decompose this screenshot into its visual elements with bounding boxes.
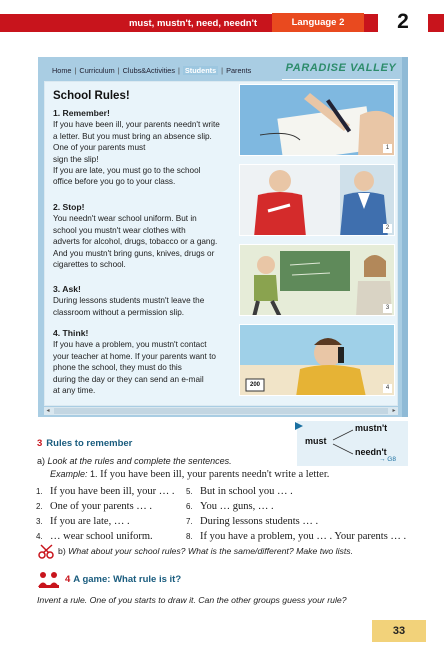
rule-line: If you have a problem, you mustn't contact	[53, 340, 207, 350]
rule-line: classroom without a permission slip.	[53, 307, 185, 317]
list-item	[186, 515, 318, 529]
rule-title: 4. Think!	[53, 328, 89, 338]
illustration-uniform	[239, 164, 395, 236]
rule-4	[53, 328, 239, 396]
rule-line: your teacher at home. If your parents want to	[53, 351, 216, 361]
item-number: 1.	[36, 487, 43, 496]
phone-badge: 200	[249, 382, 260, 388]
section-3-title	[37, 437, 132, 451]
rule-line: And you mustn't bring guns, knives, drugs or	[53, 248, 215, 258]
rule-line: If you are late, you must go to the school	[53, 166, 201, 176]
task-a-text: Look at the rules and complete the sentences.	[47, 456, 232, 466]
item-number: 6.	[186, 502, 193, 511]
rule-line: sign the slip!	[53, 154, 99, 164]
task-b-text-wrap	[58, 545, 353, 557]
item-number: 8.	[186, 532, 193, 541]
rule-line: You needn't wear school uniform. But in	[53, 214, 197, 224]
image-number: 2	[383, 224, 392, 233]
image-number: 3	[383, 304, 392, 313]
grammar-ref: → G8	[379, 456, 396, 463]
rule-line: cigarettes to school.	[53, 260, 126, 270]
list-item	[186, 485, 293, 499]
diagram-root: must	[305, 436, 327, 446]
uniform-image	[240, 165, 395, 236]
diagram-top: mustn't	[355, 423, 388, 433]
rule-line: During lessons students mustn't leave the	[53, 296, 205, 306]
item-text: You … guns, … .	[200, 501, 274, 512]
nav-item-home[interactable]: Home	[52, 66, 72, 75]
item-number: 5.	[186, 487, 193, 496]
horizontal-scrollbar[interactable]	[44, 407, 398, 415]
rule-title: 2. Stop!	[53, 202, 85, 212]
rule-2	[53, 202, 239, 270]
task-b-label: b)	[58, 546, 66, 556]
scissors-icon	[38, 543, 56, 559]
section-title-text: A game: What rule is it?	[73, 574, 182, 585]
example-text: If you have been ill, your parents needn't write a letter.	[100, 469, 330, 480]
task-a-label: a)	[37, 456, 46, 466]
rule-1	[53, 108, 239, 188]
list-item	[36, 485, 175, 499]
nav-item-curriculum[interactable]: Curriculum	[79, 66, 115, 75]
rule-line: adverts for alcohol, drugs, tobacco or a gang.	[53, 237, 218, 247]
illustrations-column	[239, 84, 395, 402]
unit-number: 2	[378, 8, 428, 36]
example	[50, 468, 420, 481]
item-text: … wear school uniform.	[50, 531, 153, 542]
rule-line: at any time.	[53, 386, 96, 396]
item-text: During lessons students … .	[200, 516, 319, 527]
list-item	[186, 500, 274, 514]
section-title-text: Rules to remember	[46, 438, 133, 449]
item-text: If you are late, … .	[50, 516, 130, 527]
section-4-text: Invent a rule. One of you starts to draw it. Can the other groups guess your rule?	[37, 595, 347, 605]
task-b-text: What about your school rules? What is the same/different? Make two lists.	[68, 546, 354, 556]
website-content	[44, 81, 398, 406]
list-item	[36, 500, 152, 514]
item-text: One of your parents … .	[50, 501, 153, 512]
item-text: But in school you … .	[200, 486, 293, 497]
list-item	[186, 530, 406, 544]
item-number: 7.	[186, 517, 193, 526]
illustration-classroom	[239, 244, 395, 316]
header-tab: Language 2	[272, 13, 364, 32]
diagram-bottom: needn't	[355, 447, 387, 457]
website-nav: Home | Curriculum | Clubs&Activities | Students | Parents	[52, 66, 252, 75]
signing-slip-image	[240, 85, 395, 156]
task-b	[38, 543, 418, 559]
section-4-title	[65, 573, 181, 586]
rule-title: 3. Ask!	[53, 284, 81, 294]
item-text: If you have a problem, you … . Your parents … .	[200, 531, 407, 542]
nav-item-students[interactable]: Students	[184, 66, 217, 75]
logo-name: PARADISE VALLEY	[285, 62, 397, 74]
classroom-image	[240, 245, 395, 316]
rule-line: If you have been ill, your parents needn't write	[53, 120, 220, 130]
page-number: 33	[372, 620, 426, 642]
nav-item-clubs[interactable]: Clubs&Activities	[122, 66, 175, 75]
group-icon	[37, 569, 61, 589]
page-header	[0, 0, 444, 44]
task-a	[37, 455, 407, 467]
item-number: 2.	[36, 502, 43, 511]
school-website	[38, 57, 408, 417]
illustration-signing-slip	[239, 84, 395, 156]
image-number: 4	[383, 384, 392, 393]
item-text: If you have been ill, your … .	[50, 486, 175, 497]
rule-line: office before you go to your class.	[53, 177, 176, 187]
rule-line: One of your parents must	[53, 143, 146, 153]
rules-heading: School Rules!	[53, 90, 130, 102]
item-number: 4.	[36, 532, 43, 541]
rule-title: 1. Remember!	[53, 108, 110, 118]
rule-line: school you mustn't wear clothes with	[53, 225, 186, 235]
section-number: 4	[65, 574, 71, 585]
list-item	[36, 530, 153, 544]
nav-item-parents[interactable]: Parents	[226, 66, 252, 75]
scroll-left-icon[interactable]: ◂	[46, 408, 50, 414]
item-number: 3.	[36, 517, 43, 526]
rule-line: phone the school, they must do this	[53, 363, 182, 373]
list-item	[36, 515, 130, 529]
scrollbar-thumb[interactable]	[54, 408, 388, 414]
header-title: must, mustn't, need, needn't	[128, 18, 258, 29]
example-label: Example:	[50, 469, 88, 479]
example-num: 1.	[90, 469, 98, 479]
rule-3	[53, 284, 239, 318]
scroll-right-icon[interactable]: ▸	[392, 408, 396, 414]
rule-line: during the day or they can send an e-mail	[53, 374, 204, 384]
phone-call-image	[240, 325, 395, 396]
section-number: 3	[37, 438, 43, 449]
illustration-phone	[239, 324, 395, 396]
section-4	[37, 569, 237, 589]
rules-column	[47, 84, 239, 402]
rule-line: a letter. But you must bring an absence slip.	[53, 131, 212, 141]
image-number: 1	[383, 144, 392, 153]
